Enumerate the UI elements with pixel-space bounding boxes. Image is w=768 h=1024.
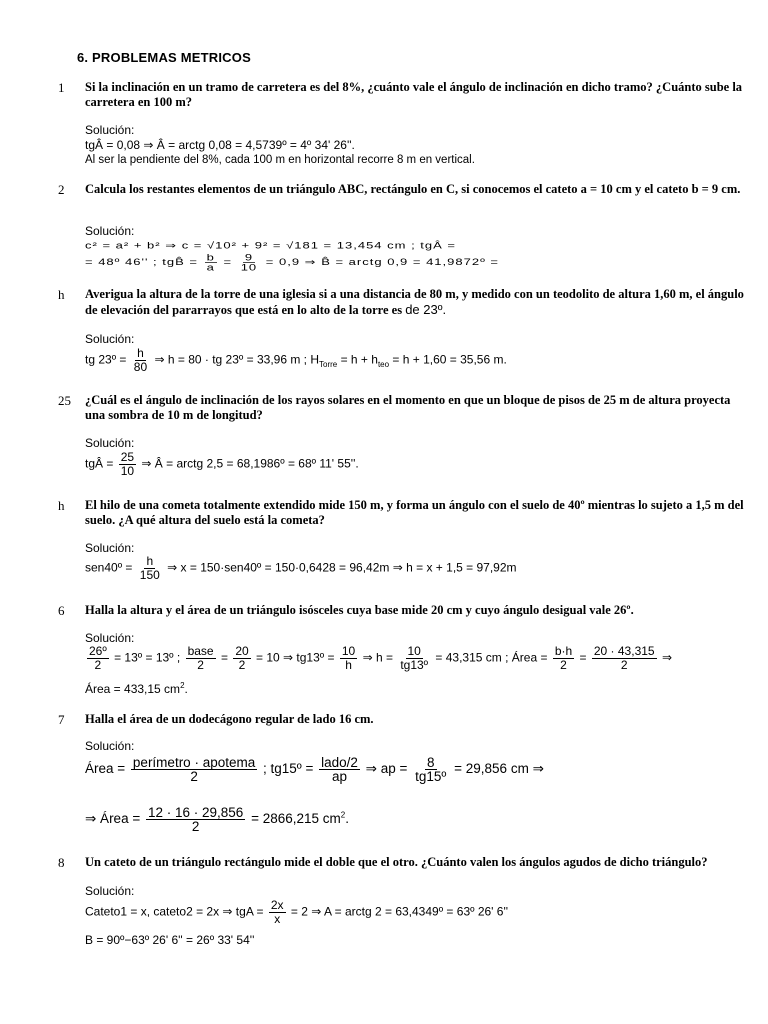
problem-number: 1 <box>58 80 65 95</box>
eq-part: Cateto1 = x, cateto2 = 2x ⇒ tgA = <box>85 904 264 919</box>
fraction <box>398 645 430 672</box>
solution-equation-line-2 <box>85 806 349 833</box>
solution-equation-line-1 <box>85 899 508 926</box>
fraction <box>269 899 286 926</box>
numerator: b <box>206 252 215 263</box>
denominator: 2 <box>560 658 567 672</box>
problem-statement <box>85 287 745 318</box>
solution-label: Solución: <box>85 436 135 450</box>
eq-part: sen40º = <box>85 560 133 575</box>
eq-part: = 2866,215 cm <box>251 811 341 827</box>
eq-part: ⇒ x = 150·sen40º = 150·0,6428 = 96,42m ⇒ h = x + 1,5 = 97,92m <box>167 560 517 575</box>
fraction <box>592 645 657 672</box>
eq-part: ; tg15º = <box>263 761 314 777</box>
eq-part: = 0,9 ⇒ B̂ = arctg 0,9 = 41,9872º = <box>265 256 500 267</box>
eq-part: . <box>184 682 188 696</box>
eq-part: = h + 1,60 = 35,56 m. <box>389 352 507 367</box>
numerator: 9 <box>244 252 254 263</box>
fraction <box>186 645 216 672</box>
eq-part: tgÂ = <box>85 456 114 471</box>
solution-label: Solución: <box>85 332 135 346</box>
eq-part: . <box>345 811 349 827</box>
superscript: 2 <box>180 681 185 690</box>
problem-statement: Halla el área de un dodecágono regular de lado 16 cm. <box>85 712 374 726</box>
solution-equation-line-1: c² = a² + b² ⇒ c = √10² + 9² = √181 = 13,454 cm ; tgÂ = <box>85 240 457 251</box>
denominator: tg13º <box>400 658 429 672</box>
eq-part: = 43,315 cm ; Área = <box>435 650 548 665</box>
problem-statement: Halla la altura y el área de un triángulo isósceles cuya base mide 20 cm y cuyo ángulo desigual vale 26º. <box>85 603 634 617</box>
eq-part: ⇒ h = <box>362 650 393 665</box>
fraction <box>87 645 109 672</box>
eq-part: Área = <box>85 761 126 777</box>
numerator: 12 · 16 · 29,856 <box>147 805 244 820</box>
denominator: ap <box>331 769 348 784</box>
eq-part: = <box>220 650 228 665</box>
eq-part: = 29,856 cm ⇒ <box>454 761 544 777</box>
solution-equation: tgÂ = 0,08 ⇒ Â = arctg 0,08 = 4,5739º = 4º 34' 26''. <box>85 138 355 152</box>
eq-part: = h + h <box>337 352 378 367</box>
problem-number: 2 <box>58 182 65 197</box>
solution-label: Solución: <box>85 739 135 753</box>
eq-part: = 10 ⇒ tg13º = <box>256 650 335 665</box>
numerator: base <box>187 644 214 658</box>
statement-tail: de 23º. <box>405 302 447 317</box>
numerator: 10 <box>407 644 421 658</box>
section-title: 6. PROBLEMAS METRICOS <box>77 50 251 65</box>
solution-equation-line-1 <box>85 645 672 672</box>
solution-equation <box>85 451 359 478</box>
fraction <box>233 645 250 672</box>
eq-part: ⇒ h = 80 · tg 23º = 33,96 m ; H <box>154 352 319 367</box>
solution-equation <box>85 555 517 582</box>
denominator: 2 <box>190 769 198 784</box>
subscript: Torre <box>319 360 338 370</box>
denominator: a <box>206 262 215 273</box>
solution-equation-line-2 <box>85 253 499 272</box>
denominator: tg15º <box>415 769 447 784</box>
fraction <box>319 756 360 783</box>
numerator: 8 <box>427 755 435 770</box>
problem-number: 8 <box>58 855 65 870</box>
denominator: h <box>345 658 352 672</box>
solution-note: Al ser la pendiente del 8%, cada 100 m en horizontal recorre 8 m en vertical. <box>85 154 475 166</box>
numerator: h <box>146 554 154 568</box>
numerator: b·h <box>554 644 573 658</box>
superscript: 2 <box>340 810 346 820</box>
eq-part: Área = 433,15 cm <box>85 682 181 696</box>
denominator: x <box>274 912 281 926</box>
eq-part: ⇒ <box>661 650 672 665</box>
problem-number: h <box>58 498 65 513</box>
eq-part: ⇒ ap = <box>365 761 408 777</box>
denominator: 80 <box>133 360 148 374</box>
eq-part: = <box>579 650 587 665</box>
solution-equation <box>85 347 507 374</box>
subscript: teo <box>377 360 390 370</box>
fraction <box>205 253 217 272</box>
fraction <box>553 645 574 672</box>
solution-label: Solución: <box>85 884 135 898</box>
numerator: 20 · 43,315 <box>593 644 655 658</box>
fraction <box>119 451 136 478</box>
problem-statement: ¿Cuál es el ángulo de inclinación de los rayos solares en el momento en que un bloque de pisos de 25 m de altura proyecta una sombra de 10 m de longitud? <box>85 393 731 422</box>
denominator: 2 <box>238 658 246 672</box>
denominator: 2 <box>191 819 200 834</box>
numerator: perímetro · apotema <box>132 755 256 770</box>
solution-label: Solución: <box>85 541 135 555</box>
numerator: 2x <box>270 898 284 912</box>
eq-part: = 13º = 13º ; <box>114 650 181 665</box>
denominator: 2 <box>620 658 628 672</box>
solution-label: Solución: <box>85 123 135 137</box>
problem-statement: Calcula los restantes elementos de un triángulo ABC, rectángulo en C, si conocemos el cateto a = 10 cm y el cateto b = 9 cm. <box>85 182 741 196</box>
denominator: 10 <box>120 464 135 478</box>
numerator: 25 <box>120 450 135 464</box>
fraction <box>132 347 149 374</box>
eq-part: ⇒ Área = <box>85 811 141 827</box>
fraction <box>138 555 162 582</box>
solution-label: Solución: <box>85 224 135 238</box>
solution-label: Solución: <box>85 631 135 645</box>
eq-part: ⇒ Â = arctg 2,5 = 68,1986º = 68º 11' 55''. <box>141 456 359 471</box>
problem-number: 25 <box>58 393 71 408</box>
eq-part: = <box>223 256 233 267</box>
solution-equation-line-1 <box>85 756 544 783</box>
fraction <box>131 756 257 783</box>
fraction <box>413 756 448 783</box>
problem-number: h <box>58 287 65 302</box>
numerator: lado/2 <box>321 755 358 770</box>
eq-part: = 2 ⇒ A = arctg 2 = 63,4349º = 63º 26' 6'' <box>290 904 509 919</box>
eq-part: = 48º 46'' ; tgB̂ = <box>85 256 198 267</box>
numerator: h <box>137 346 144 360</box>
eq-part: tg 23º = <box>85 352 127 367</box>
problem-statement: Si la inclinación en un tramo de carretera es del 8%, ¿cuánto vale el ángulo de inclinación en dicho tramo? ¿Cuánto sube la carretera en 100 m? <box>85 80 743 109</box>
fraction <box>340 645 357 672</box>
numerator: 10 <box>341 644 356 658</box>
solution-equation-line-2: B = 90º−63º 26' 6'' = 26º 33' 54'' <box>85 933 255 947</box>
denominator: 2 <box>197 658 204 672</box>
fraction <box>146 806 245 833</box>
solution-equation-line-2 <box>85 681 188 696</box>
problem-statement: Un cateto de un triángulo rectángulo mide el doble que el otro. ¿Cuánto valen los ángulos agudos de dicho triángulo? <box>85 855 708 869</box>
problem-number: 7 <box>58 712 65 727</box>
denominator: 10 <box>240 262 258 273</box>
numerator: 20 <box>235 644 249 658</box>
problem-number: 6 <box>58 603 65 618</box>
denominator: 150 <box>139 568 160 582</box>
numerator: 26º <box>89 644 107 658</box>
statement-text: Averigua la altura de la torre de una iglesia si a una distancia de 80 m, y medido con un teodolito de altura 1,60 m, el ángulo de elevación del pararrayos que está en lo alto de la torre es <box>85 287 744 317</box>
fraction <box>239 253 259 272</box>
denominator: 2 <box>94 658 102 672</box>
problem-statement: El hilo de una cometa totalmente extendido mide 150 m, y forma un ángulo con el suelo de 40º mientras lo sujeto a 1,5 m del suelo. ¿A qué altura del suelo está la cometa? <box>85 498 744 527</box>
